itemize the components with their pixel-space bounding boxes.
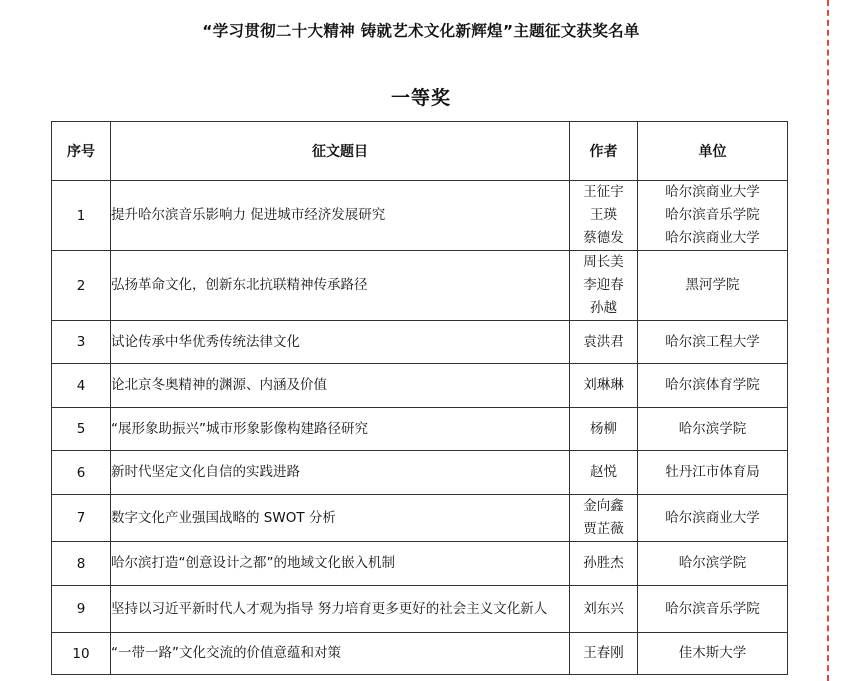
cell-author	[570, 321, 638, 364]
author-name: 王春刚	[583, 645, 624, 661]
cell-author	[570, 364, 638, 408]
cell-unit	[638, 586, 788, 633]
cell-no: 2	[52, 251, 111, 321]
table-row	[52, 321, 788, 364]
cell-unit	[638, 542, 788, 586]
author-name: 孙越	[590, 300, 617, 316]
cell-no: 6	[52, 451, 111, 495]
award-level-heading: 一等奖	[390, 87, 451, 109]
cell-author	[570, 542, 638, 586]
header-no: 序号	[52, 122, 111, 181]
cell-title: 数字文化产业强国战略的 SWOT 分析	[111, 495, 570, 542]
cell-title: 弘扬革命文化，创新东北抗联精神传承路径	[111, 251, 570, 321]
cell-author	[570, 495, 638, 542]
unit-name: 哈尔滨商业大学	[665, 509, 760, 526]
unit-name: 哈尔滨音乐学院	[665, 600, 760, 617]
cell-title: 提升哈尔滨音乐影响力 促进城市经济发展研究	[111, 181, 570, 251]
header-title: 征文题目	[111, 122, 570, 181]
cell-unit	[638, 408, 788, 451]
unit-name: 黑河学院	[685, 277, 740, 293]
cell-title: 坚持以习近平新时代人才观为指导 努力培育更多更好的社会主义文化新人	[111, 586, 570, 633]
cell-unit	[638, 633, 788, 675]
cell-title: 论北京冬奥精神的渊源、内涵及价值	[111, 364, 570, 408]
unit-name: 哈尔滨体育学院	[665, 377, 760, 393]
table-row	[52, 408, 788, 451]
cell-unit	[638, 495, 788, 542]
author-name: 赵悦	[590, 464, 617, 480]
cell-author	[570, 586, 638, 633]
cell-no: 7	[52, 495, 111, 542]
cell-author	[570, 181, 638, 251]
document-title: “学习贯彻二十大精神 铸就艺术文化新辉煌”主题征文获奖名单	[202, 22, 640, 40]
award-table	[51, 121, 788, 675]
cell-no: 10	[52, 633, 111, 675]
cell-unit	[638, 251, 788, 321]
cell-unit	[638, 451, 788, 495]
unit-name: 牡丹江市体育局	[665, 464, 760, 480]
author-name: 孙胜杰	[583, 555, 624, 571]
author-name: 袁洪君	[583, 333, 624, 350]
table-row	[52, 495, 788, 542]
header-unit: 单位	[638, 122, 788, 181]
cell-title: 哈尔滨打造“创意设计之都”的地域文化嵌入机制	[111, 542, 570, 586]
cell-author	[570, 251, 638, 321]
author-name: 刘东兴	[583, 600, 624, 617]
cell-no: 3	[52, 321, 111, 364]
author-name: 金向鑫	[583, 498, 624, 514]
author-name: 蔡德发	[583, 230, 624, 246]
cell-unit	[638, 181, 788, 251]
cell-no: 1	[52, 181, 111, 251]
cell-title: “展形象助振兴”城市形象影像构建路径研究	[111, 408, 570, 451]
author-name: 王征宇	[583, 184, 624, 200]
cell-no: 4	[52, 364, 111, 408]
cell-title: 试论传承中华优秀传统法律文化	[111, 321, 570, 364]
cell-author	[570, 633, 638, 675]
unit-name: 哈尔滨工程大学	[665, 333, 760, 350]
author-name: 周长美	[583, 254, 624, 270]
header-author: 作者	[570, 122, 638, 181]
author-name: 王瑛	[590, 207, 617, 223]
table-row	[52, 633, 788, 675]
table-row	[52, 586, 788, 633]
unit-name: 佳木斯大学	[678, 645, 747, 661]
author-name: 李迎春	[583, 277, 624, 293]
cell-title: “一带一路”文化交流的价值意蕴和对策	[111, 633, 570, 675]
cell-no: 5	[52, 408, 111, 451]
cell-unit	[638, 364, 788, 408]
unit-name: 哈尔滨学院	[678, 555, 747, 571]
table-row	[52, 451, 788, 495]
author-name: 贾芷薇	[583, 521, 624, 537]
unit-name: 哈尔滨商业大学	[665, 230, 760, 246]
table-row	[52, 251, 788, 321]
cell-author	[570, 451, 638, 495]
cell-no: 9	[52, 586, 111, 633]
cell-title: 新时代坚定文化自信的实践进路	[111, 451, 570, 495]
cell-author	[570, 408, 638, 451]
cell-unit	[638, 321, 788, 364]
author-name: 杨柳	[590, 420, 617, 437]
table-header-row	[52, 122, 788, 181]
unit-name: 哈尔滨学院	[678, 420, 747, 437]
page-edge-dashed-line	[827, 0, 829, 681]
table-row	[52, 542, 788, 586]
author-name: 刘琳琳	[583, 377, 624, 393]
unit-name: 哈尔滨音乐学院	[665, 207, 760, 223]
unit-name: 哈尔滨商业大学	[665, 184, 760, 200]
table-row	[52, 364, 788, 408]
cell-no: 8	[52, 542, 111, 586]
table-row	[52, 181, 788, 251]
